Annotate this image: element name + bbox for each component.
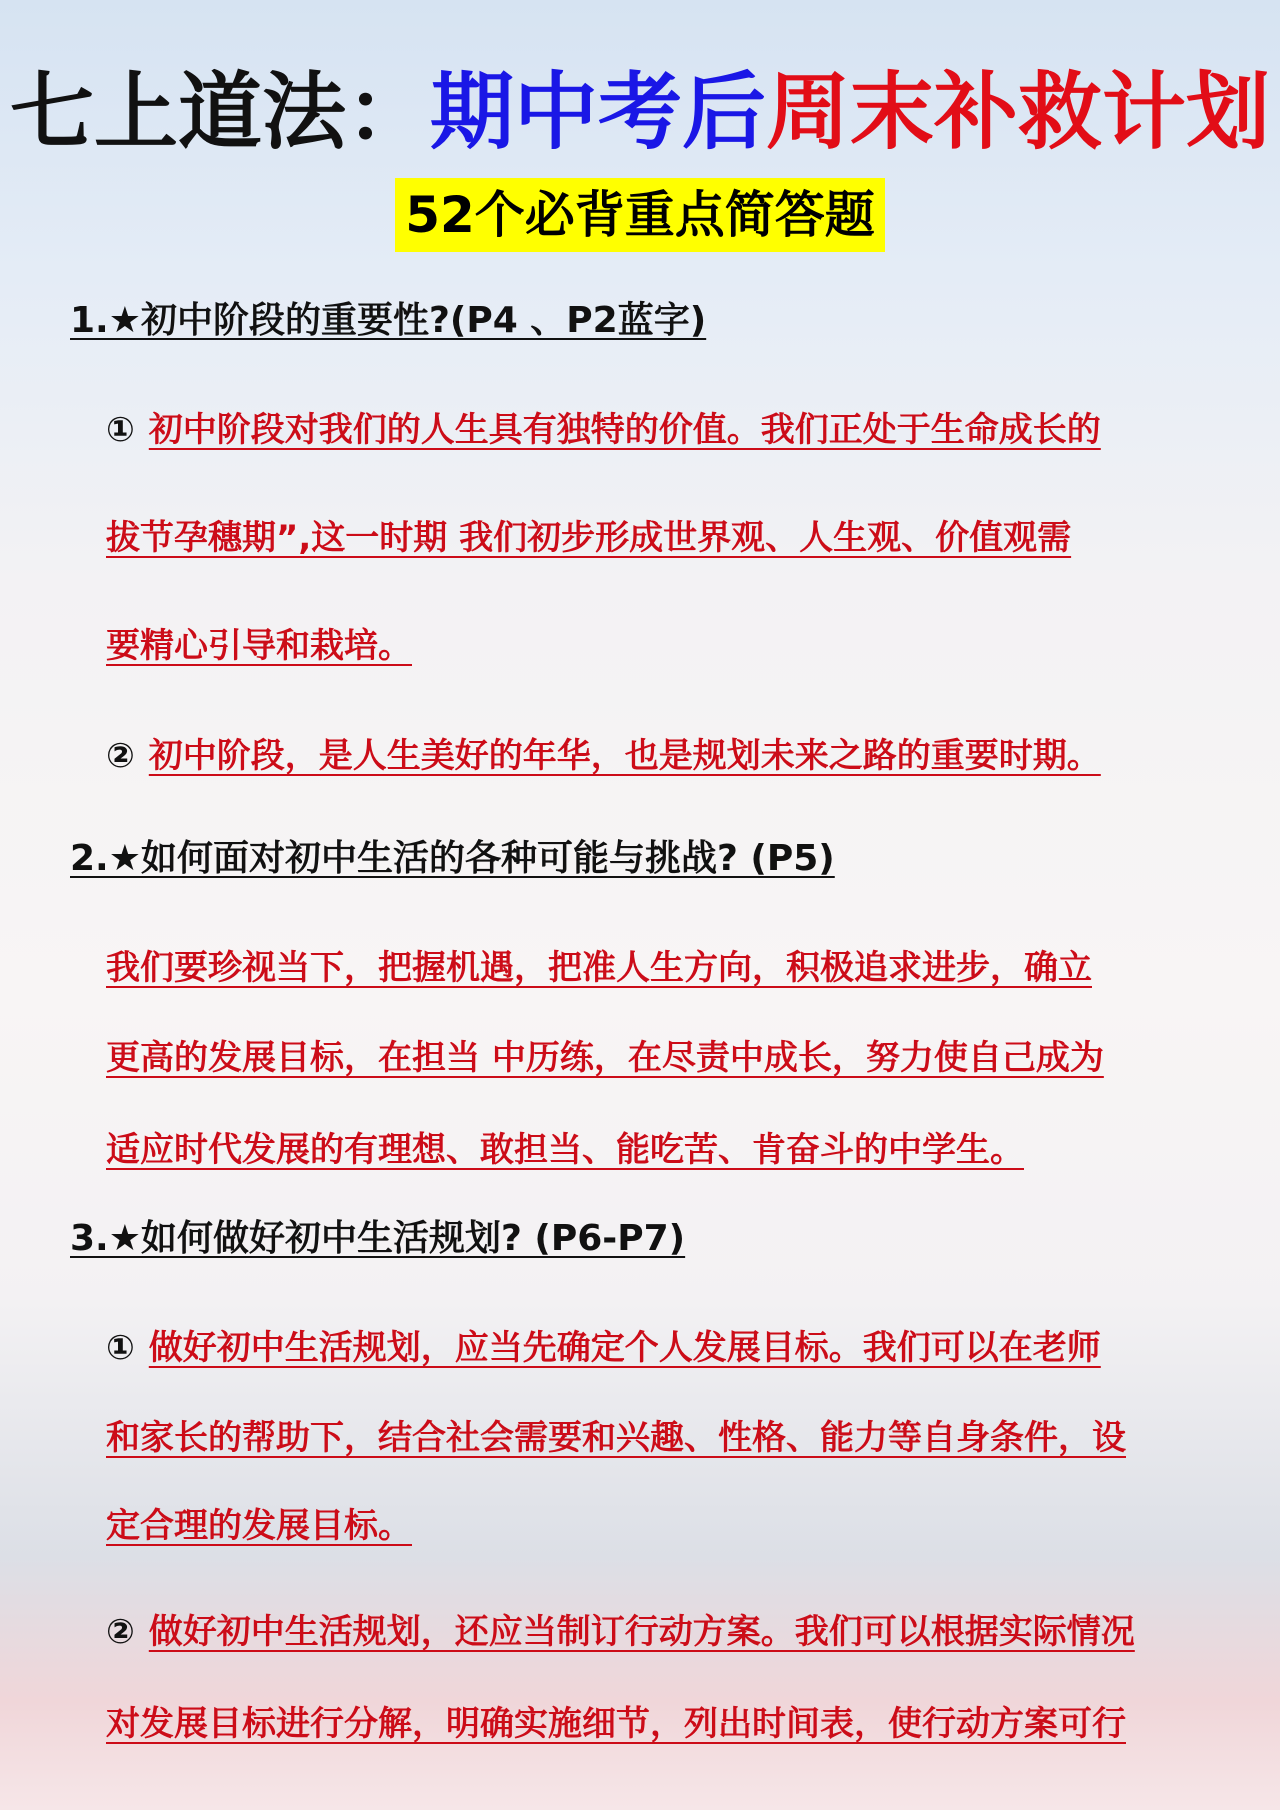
page-title <box>0 60 1280 164</box>
question-3-title: 3.★如何做好初中生活规划? (P6-P7) <box>70 1218 686 1259</box>
question-1-title: 1.★初中阶段的重要性?(P4 、P2蓝字) <box>70 300 707 341</box>
answer-text: 初中阶段，是人生美好的年华，也是规划未来之路的重要时期。 <box>148 736 1101 776</box>
answer-text: 做好初中生活规划，还应当制订行动方案。我们可以根据实际情况 <box>148 1612 1135 1652</box>
question-3-line-2: 和家长的帮助下，结合社会需要和兴趣、性格、能力等自身条件，设 <box>106 1418 1126 1458</box>
question-3-line-1 <box>106 1320 1101 1369</box>
marker-2: ② <box>106 736 135 776</box>
answer-text: 做好初中生活规划，应当先确定个人发展目标。我们可以在老师 <box>148 1328 1101 1368</box>
title-part-red: 周末补救计划 <box>766 63 1271 161</box>
page-subtitle: 52个必背重点简答题 <box>395 178 885 252</box>
title-part-black: 七上道法： <box>9 63 430 161</box>
subtitle-container <box>0 178 1280 252</box>
question-2-line-2: 更高的发展目标，在担当 中历练，在尽责中成长，努力使自己成为 <box>106 1038 1104 1078</box>
question-3-line-3: 定合理的发展目标。 <box>106 1506 412 1546</box>
question-1-line-1 <box>106 402 1101 451</box>
question-2-title: 2.★如何面对初中生活的各种可能与挑战? (P5) <box>70 838 835 879</box>
question-3-line-4 <box>106 1604 1135 1653</box>
question-2-line-3: 适应时代发展的有理想、敢担当、能吃苦、肯奋斗的中学生。 <box>106 1130 1024 1170</box>
answer-text: 初中阶段对我们的人生具有独特的价值。我们正处于生命成长的 <box>148 410 1101 450</box>
marker-1: ① <box>106 1328 135 1368</box>
marker-1: ① <box>106 410 135 450</box>
title-part-blue: 期中考后 <box>429 63 766 161</box>
question-1-line-2: 拔节孕穗期”,这一时期 我们初步形成世界观、人生观、价值观需 <box>106 518 1072 558</box>
marker-2: ② <box>106 1612 135 1652</box>
question-3-line-5: 对发展目标进行分解，明确实施细节，列出时间表，使行动方案可行 <box>106 1704 1126 1744</box>
question-1-line-3: 要精心引导和栽培。 <box>106 626 412 666</box>
question-1-line-4 <box>106 728 1101 777</box>
question-2-line-1: 我们要珍视当下，把握机遇，把准人生方向，积极追求进步，确立 <box>106 948 1092 988</box>
